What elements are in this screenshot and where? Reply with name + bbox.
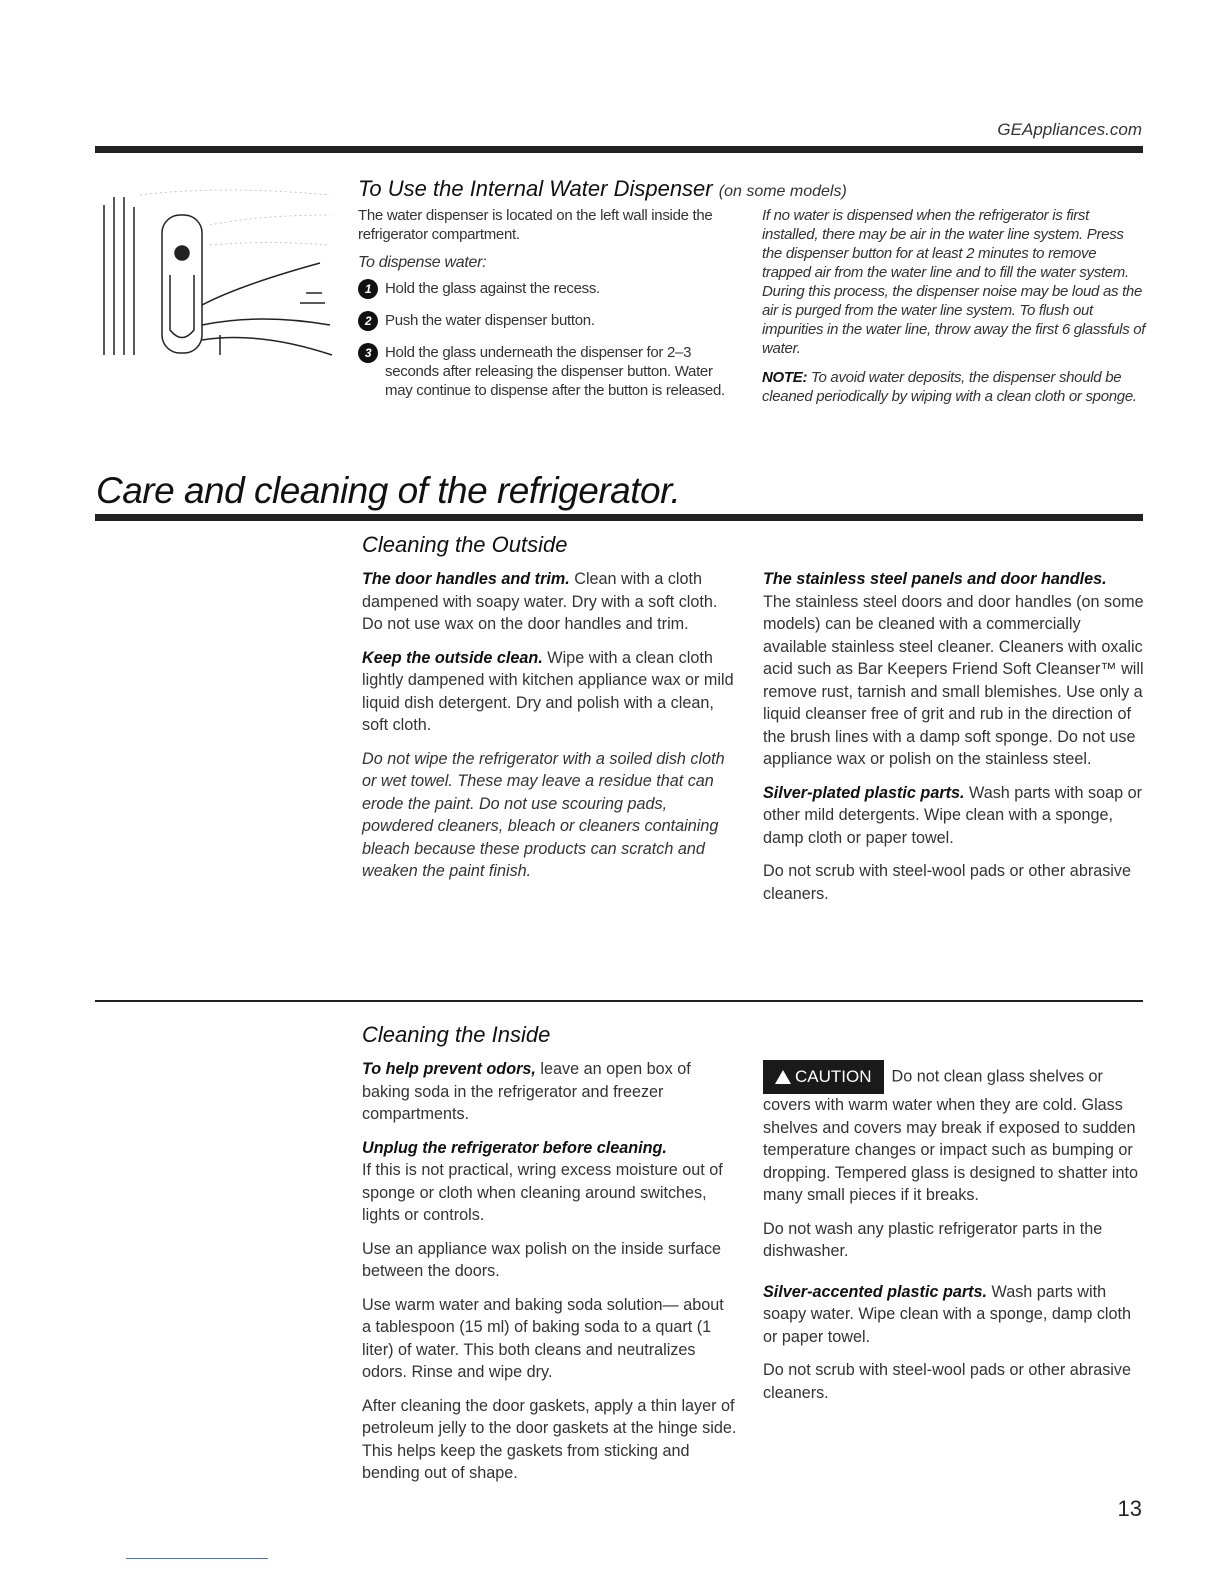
silver-plated-lead: Silver-plated plastic parts. bbox=[763, 783, 965, 802]
keep-clean-lead: Keep the outside clean. bbox=[362, 648, 543, 667]
page-number: 13 bbox=[1117, 1496, 1142, 1521]
dispenser-title-text: To Use the Internal Water Dispenser bbox=[358, 176, 713, 201]
header-rule bbox=[95, 146, 1143, 153]
caution-para bbox=[763, 1060, 1148, 1207]
step-3 bbox=[358, 343, 743, 400]
door-handles-text: Clean with a cloth dampened with soapy water. Dry with a soft cloth. Do not use wax on the door handles and trim. bbox=[362, 570, 718, 633]
unplug-para bbox=[362, 1137, 737, 1227]
dispenser-left-column bbox=[358, 206, 743, 408]
step-text: Push the water dispenser button. bbox=[385, 312, 595, 329]
baking-soda-para: Use warm water and baking soda solution— about a tablespoon (15 ml) of baking soda to a quart (1 liter) of water. This both cleans and neutralizes odors. Rinse and wipe dry. bbox=[362, 1295, 724, 1381]
inside-title: Cleaning the Inside bbox=[362, 1022, 551, 1047]
silver-accented-text: Wash parts with soapy water. Wipe clean with a sponge, damp cloth or paper towel. bbox=[763, 1282, 1132, 1346]
dispenser-title-suffix: (on some models) bbox=[718, 183, 847, 200]
odors-para bbox=[362, 1058, 737, 1126]
soiled-cloth-warning: Do not wipe the refrigerator with a soiled dish cloth or wet towel. These may leave a residue that can erode the paint. Do not use scouring pads, powdered cleaners, bleach or cleaners containing bleach because these products can scratch and weaken the paint finish. bbox=[362, 749, 725, 880]
silver-plated-para bbox=[763, 782, 1148, 850]
dishwasher-para: Do not wash any plastic refrigerator parts in the dishwasher. bbox=[763, 1219, 1103, 1260]
stainless-text: The stainless steel doors and door handles (on some models) can be cleaned with a commercially available stainless steel cleaner. Cleaners with oxalic acid such as Bar Keepers Friend Soft Cleanser™ will remove rust, tarnish and small blemishes. Use only a liquid cleanser free of grit and rub in the direction of the brush lines with a damp soft sponge. Do not use appliance wax or polish on the stainless steel. bbox=[763, 592, 1144, 768]
unplug-lead: Unplug the refrigerator before cleaning. bbox=[362, 1138, 667, 1157]
caution-label: CAUTION bbox=[795, 1066, 872, 1086]
gasket-para: After cleaning the door gaskets, apply a thin layer of petroleum jelly to the door gaskets at the hinge side. This helps keep the gaskets from sticking and bending out of shape. bbox=[362, 1396, 737, 1482]
dispense-subhead: To dispense water: bbox=[358, 254, 487, 271]
note-label: NOTE: bbox=[762, 369, 808, 386]
step-1 bbox=[358, 279, 743, 299]
note-text: To avoid water deposits, the dispenser should be cleaned periodically by wiping with a clean cloth or sponge. bbox=[762, 369, 1137, 405]
silver-plated-text: Wash parts with soap or other mild detergents. Wipe clean with a sponge, damp cloth or paper towel. bbox=[763, 783, 1143, 847]
step-number-icon: 1 bbox=[358, 279, 378, 299]
stainless-lead: The stainless steel panels and door handles. bbox=[763, 570, 1107, 588]
door-handles-lead: The door handles and trim. bbox=[362, 570, 570, 588]
dispenser-intro: The water dispenser is located on the left wall inside the refrigerator compartment. bbox=[358, 207, 713, 243]
unplug-text: If this is not practical, wring excess moisture out of sponge or cloth when cleaning around switches, lights or controls. bbox=[362, 1161, 723, 1224]
outside-title: Cleaning the Outside bbox=[362, 532, 568, 557]
dispenser-right-column bbox=[762, 206, 1147, 406]
odors-lead: To help prevent odors, bbox=[362, 1060, 536, 1078]
warning-triangle-icon bbox=[775, 1070, 791, 1084]
step-text: Hold the glass underneath the dispenser for 2–3 seconds after releasing the dispenser button. Water may continue to dispense after the button is released. bbox=[385, 344, 725, 399]
outside-scrub-warning: Do not scrub with steel-wool pads or other abrasive cleaners. bbox=[763, 862, 1131, 903]
water-dispenser-illustration bbox=[100, 185, 335, 360]
step-number-icon: 2 bbox=[358, 311, 378, 331]
title-rule bbox=[95, 514, 1143, 521]
dispenser-section bbox=[358, 176, 1148, 202]
step-number-icon: 3 bbox=[358, 343, 378, 363]
silver-accented-lead: Silver-accented plastic parts. bbox=[763, 1282, 988, 1301]
inside-right-column bbox=[763, 1060, 1148, 1415]
odors-text: leave an open box of baking soda in the refrigerator and freezer compartments. bbox=[362, 1060, 691, 1123]
silver-accented-para bbox=[763, 1281, 1148, 1349]
stainless-para bbox=[763, 568, 1148, 771]
caution-text: Do not clean glass shelves or covers with warm water when they are cold. Glass shelves and covers may break if exposed to sudden temperature changes or impact such as bumping or dropping. Tempered glass is designed to shatter into many small pieces if it breaks. bbox=[763, 1067, 1138, 1204]
dispenser-title bbox=[358, 176, 1148, 202]
website-url: GEAppliances.com bbox=[997, 120, 1142, 139]
air-purge-note: If no water is dispensed when the refrigerator is first installed, there may be air in the water line system. Press the dispenser button for at least 2 minutes to remove trapped air from the water line and to fill the water system. During this process, the dispenser noise may be loud as the air is purged from the water line system. To flush out impurities in the water line, throw away the first 6 glassfuls of water. bbox=[762, 207, 1146, 357]
wax-para: Use an appliance wax polish on the inside surface between the doors. bbox=[362, 1239, 722, 1280]
caution-badge bbox=[763, 1060, 884, 1094]
footer-line bbox=[126, 1558, 268, 1559]
step-text: Hold the glass against the recess. bbox=[385, 280, 600, 297]
step-2 bbox=[358, 311, 743, 331]
inside-scrub-warning: Do not scrub with steel-wool pads or other abrasive cleaners. bbox=[763, 1361, 1131, 1402]
keep-clean-para bbox=[362, 647, 737, 737]
keep-clean-text: Wipe with a clean cloth lightly dampened with kitchen appliance wax or mild liquid dish detergent. Dry and polish with a clean, soft cloth. bbox=[362, 648, 734, 734]
door-handles-para bbox=[362, 568, 737, 636]
cleaning-note bbox=[762, 368, 1147, 406]
inside-left-column bbox=[362, 1058, 737, 1496]
section-divider bbox=[95, 1000, 1143, 1002]
outside-left-column bbox=[362, 568, 737, 894]
page-title: Care and cleaning of the refrigerator. bbox=[96, 470, 681, 511]
outside-right-column bbox=[763, 568, 1148, 916]
